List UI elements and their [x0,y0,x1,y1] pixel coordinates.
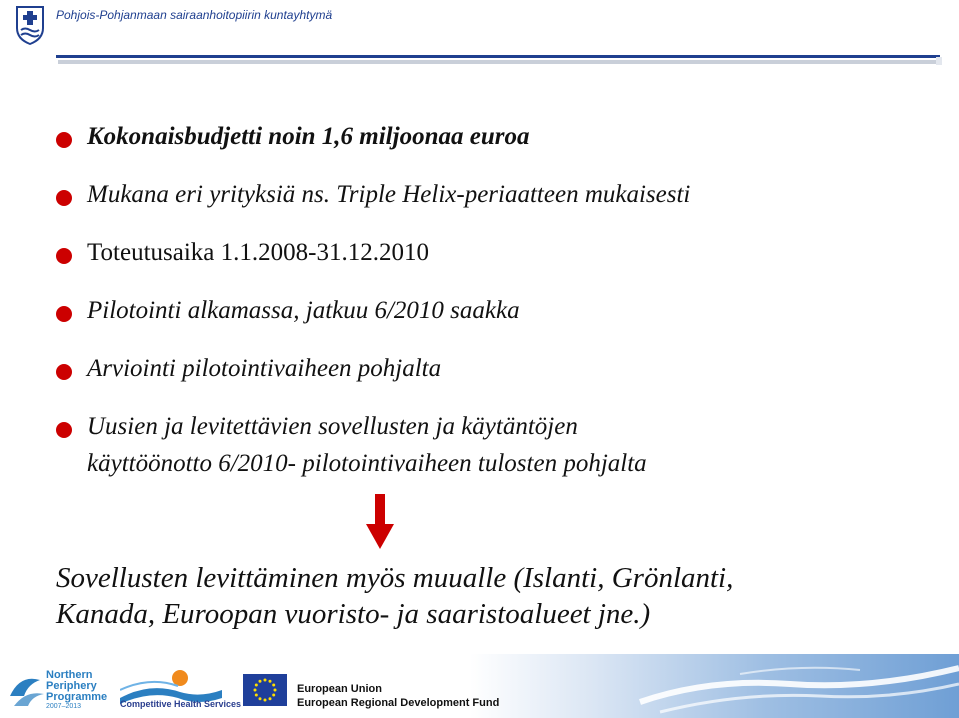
np-line-1: Northern [46,669,93,681]
bullet-dot-icon [56,422,72,438]
competitive-health-services-label: Competitive Health Services [120,699,242,709]
bullet-dot-icon [56,306,72,322]
eu-flag-icon [243,674,287,706]
closing-line-2: Kanada, Euroopan vuoristo- ja saaristoalueet jne.) [56,598,651,630]
decorative-wave-icon [620,658,959,718]
bullet-dot-icon [56,132,72,148]
bullet-text: Arviointi pilotointivaiheen pohjalta [87,355,442,382]
bullet-text: Pilotointi alkamassa, jatkuu 6/2010 saakka [87,297,520,324]
eu-line-1: European Union [297,683,382,695]
bullet-dot-icon [56,364,72,380]
organization-name: Pohjois-Pohjanmaan sairaanhoitopiirin kuntayhtymä [56,8,333,22]
bullet-dot-icon [56,248,72,264]
bullet-dot-icon [56,190,72,206]
northern-periphery-label [46,670,107,703]
np-years: 2007–2013 [46,703,82,710]
slide-footer [0,654,959,718]
closing-line-1: Sovellusten levittäminen myös muualle (Islanti, Grönlanti, [56,562,734,594]
eu-funding-label [297,682,499,710]
bullet-text: Toteutusaika 1.1.2008-31.12.2010 [87,239,429,266]
np-line-3: Programme [46,691,108,703]
down-arrow-icon [366,494,394,550]
bullet-text: Kokonaisbudjetti noin 1,6 miljoonaa euroa [87,123,530,150]
bullet-text: Mukana eri yrityksiä ns. Triple Helix-periaatteen mukaisesti [87,181,691,208]
bullet-text: Uusien ja levitettävien sovellusten ja käytäntöjen [87,413,578,440]
eu-line-2: European Regional Development Fund [297,697,500,709]
np-line-2: Periphery [46,680,97,692]
bullet-text-continuation: käyttöönotto 6/2010- pilotointivaiheen tulosten pohjalta [87,450,647,477]
